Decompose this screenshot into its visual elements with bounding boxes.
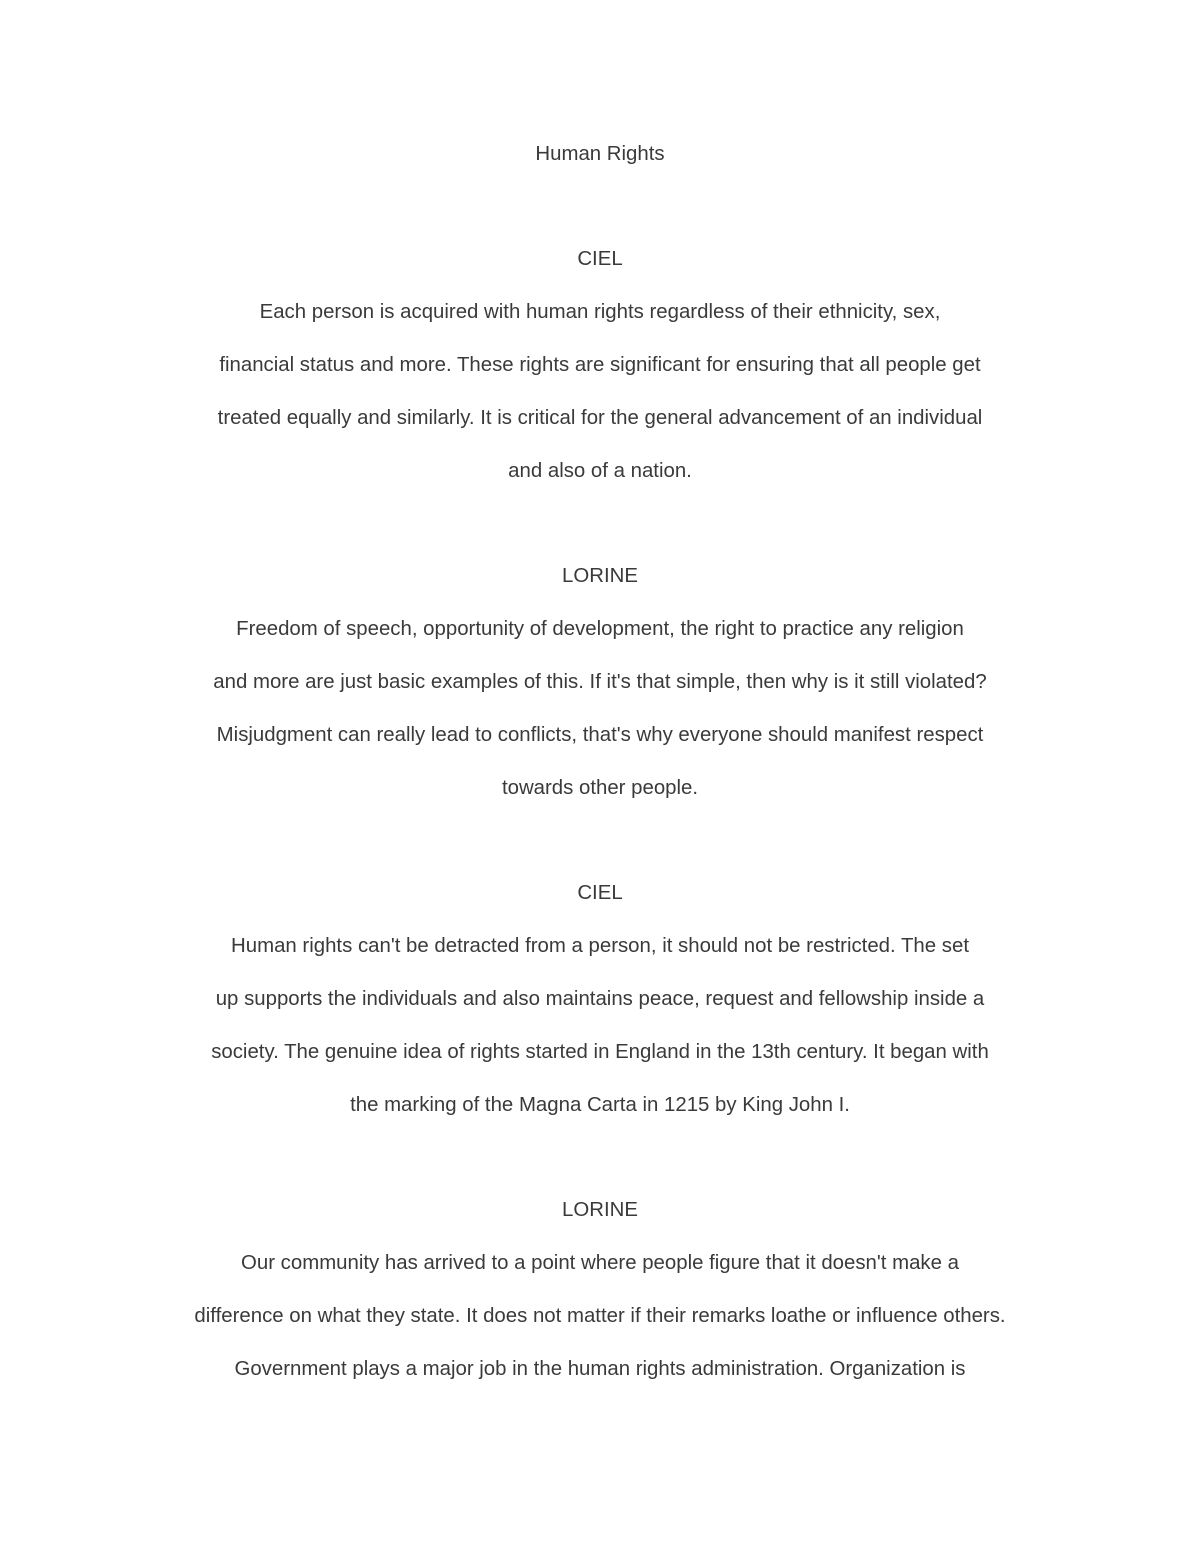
- paragraph-line: and more are just basic examples of this. If it's that simple, then why is it still violated?: [213, 671, 987, 694]
- blank-line: [0, 498, 1200, 551]
- paragraph-line: up supports the individuals and also maintains peace, request and fellowship inside a: [215, 988, 985, 1011]
- paragraph-line: Misjudgment can really lead to conflicts, that's why everyone should manifest respect: [216, 723, 984, 746]
- paragraph-line: difference on what they state. It does not matter if their remarks loathe or influence others.: [194, 1305, 1006, 1328]
- speaker-label: LORINE: [562, 565, 638, 588]
- paragraph-line: Our community has arrived to a point where people figure that it doesn't make a: [241, 1252, 959, 1275]
- speaker-label: CIEL: [577, 882, 623, 905]
- document-title: Human Rights: [535, 142, 665, 165]
- paragraph-line: Government plays a major job in the human rights administration. Organization is: [234, 1358, 966, 1380]
- blank-line: [0, 1132, 1200, 1185]
- paragraph-line: society. The genuine idea of rights started in England in the 13th century. It began with: [211, 1040, 989, 1063]
- blank-line: [0, 180, 1200, 233]
- speaker-label: CIEL: [577, 248, 623, 271]
- paragraph-line: Freedom of speech, opportunity of development, the right to practice any religion: [236, 618, 964, 641]
- paragraph-line: and also of a nation.: [508, 459, 692, 482]
- paragraph-line: towards other people.: [501, 776, 699, 799]
- paragraph-line: treated equally and similarly. It is critical for the general advancement of an individual: [217, 406, 983, 429]
- paragraph-line: financial status and more. These rights are significant for ensuring that all people get: [219, 353, 981, 376]
- speaker-label: LORINE: [562, 1199, 638, 1222]
- paragraph-line: Human rights can't be detracted from a person, it should not be restricted. The set: [231, 935, 969, 958]
- paragraph-line: the marking of the Magna Carta in 1215 by King John I.: [350, 1093, 850, 1116]
- document-body: [0, 128, 1200, 1396]
- blank-line: [0, 815, 1200, 868]
- paragraph-line: Each person is acquired with human rights regardless of their ethnicity, sex,: [259, 301, 941, 324]
